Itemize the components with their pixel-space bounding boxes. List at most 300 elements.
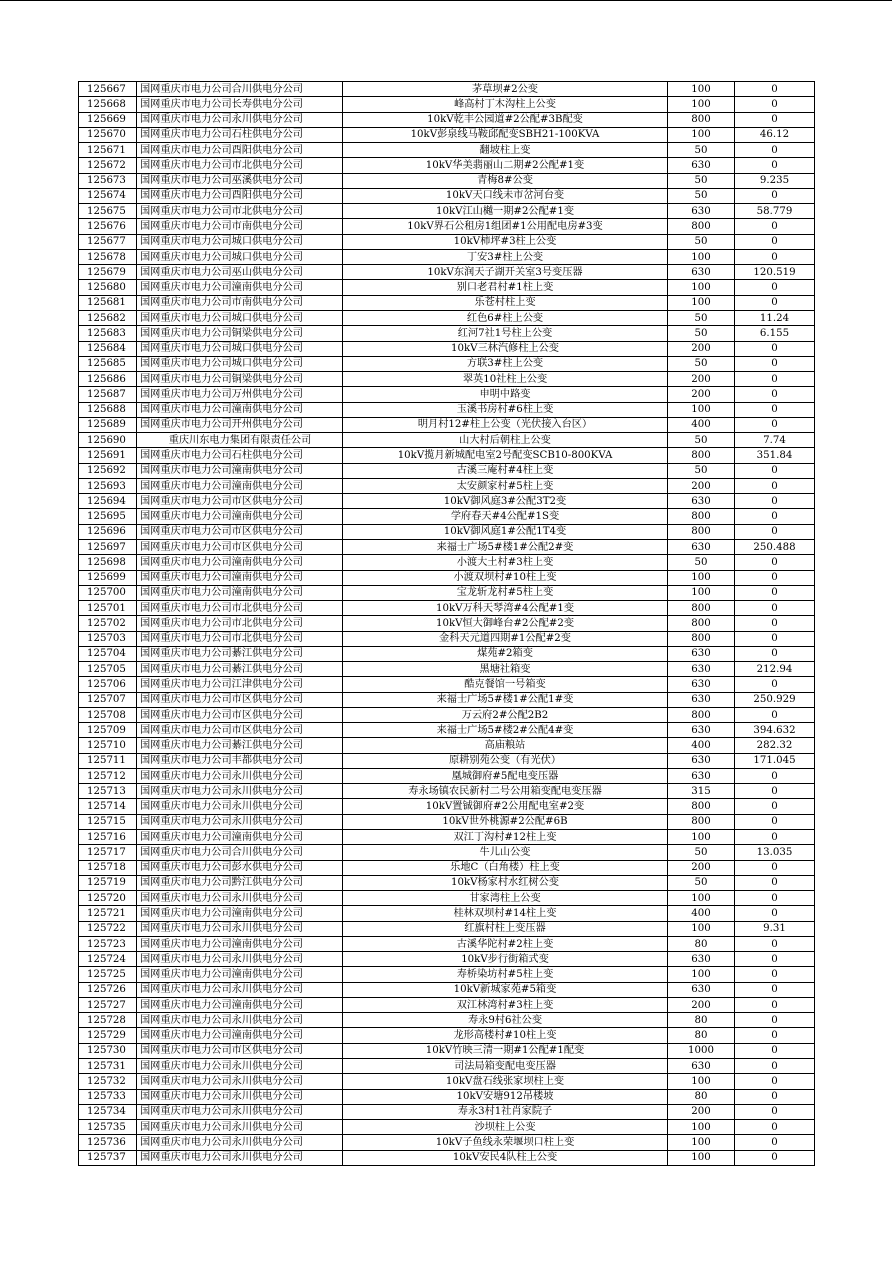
table-row <box>79 845 815 860</box>
capacity-cell: 630 <box>668 265 735 280</box>
value-cell: 0 <box>735 1089 815 1104</box>
company-name-cell: 国网重庆市电力公司潼南供电分公司 <box>137 509 343 524</box>
value-cell: 0 <box>735 219 815 234</box>
company-name-cell: 国网重庆市电力公司市南供电分公司 <box>137 295 343 310</box>
transformer-name-cell: 寿永3村1社肖家院子 <box>343 1104 668 1119</box>
transformer-name-cell: 学府春天#4公配#1S变 <box>343 509 668 524</box>
capacity-cell: 200 <box>668 341 735 356</box>
capacity-cell: 100 <box>668 1150 735 1165</box>
value-cell: 13.035 <box>735 845 815 860</box>
row-id-cell: 125723 <box>79 936 137 951</box>
transformer-name-cell: 金科天元道四期#1公配#2变 <box>343 631 668 646</box>
table-row <box>79 677 815 692</box>
capacity-cell: 50 <box>668 310 735 325</box>
company-name-cell: 国网重庆市电力公司潼南供电分公司 <box>137 997 343 1012</box>
transformer-name-cell: 玉溪书房村#6柱上变 <box>343 402 668 417</box>
table-row <box>79 326 815 341</box>
value-cell: 0 <box>735 875 815 890</box>
row-id-cell: 125691 <box>79 448 137 463</box>
transformer-name-cell: 乐苍村柱上变 <box>343 295 668 310</box>
transformer-name-cell: 桂林双坝村#14柱上变 <box>343 906 668 921</box>
table-row <box>79 524 815 539</box>
capacity-cell: 100 <box>668 402 735 417</box>
value-cell: 0 <box>735 860 815 875</box>
value-cell: 120.519 <box>735 265 815 280</box>
transformer-name-cell: 寿永场镇农民新村二号公用箱变配电变压器 <box>343 784 668 799</box>
table-row <box>79 860 815 875</box>
table-row <box>79 982 815 997</box>
company-name-cell: 国网重庆市电力公司市区供电分公司 <box>137 707 343 722</box>
capacity-cell: 100 <box>668 891 735 906</box>
company-name-cell: 国网重庆市电力公司开州供电分公司 <box>137 417 343 432</box>
table-row <box>79 952 815 967</box>
table-row <box>79 97 815 112</box>
company-name-cell: 国网重庆市电力公司市区供电分公司 <box>137 723 343 738</box>
transformer-name-cell: 凰城御府#5配电变压器 <box>343 768 668 783</box>
table-row <box>79 1059 815 1074</box>
table-row <box>79 249 815 264</box>
company-name-cell: 国网重庆市电力公司潼南供电分公司 <box>137 478 343 493</box>
company-name-cell: 国网重庆市电力公司合川供电分公司 <box>137 845 343 860</box>
capacity-cell: 630 <box>668 692 735 707</box>
capacity-cell: 800 <box>668 799 735 814</box>
transformer-name-cell: 10kV安民4队柱上公变 <box>343 1150 668 1165</box>
capacity-cell: 100 <box>668 82 735 97</box>
capacity-cell: 50 <box>668 356 735 371</box>
transformer-name-cell: 10kV御风庭3#公配3T2变 <box>343 494 668 509</box>
row-id-cell: 125716 <box>79 830 137 845</box>
transformer-name-cell: 10kV江山樾一期#2公配#1变 <box>343 204 668 219</box>
value-cell: 9.31 <box>735 921 815 936</box>
value-cell: 0 <box>735 891 815 906</box>
transformer-name-cell: 10kV置铖御府#2公用配电室#2变 <box>343 799 668 814</box>
company-name-cell: 国网重庆市电力公司石柱供电分公司 <box>137 127 343 142</box>
company-name-cell: 国网重庆市电力公司城口供电分公司 <box>137 310 343 325</box>
table-row <box>79 112 815 127</box>
table-row <box>79 891 815 906</box>
table-row <box>79 738 815 753</box>
transformer-name-cell: 丁安3#柱上公变 <box>343 249 668 264</box>
row-id-cell: 125672 <box>79 158 137 173</box>
capacity-cell: 630 <box>668 677 735 692</box>
value-cell: 0 <box>735 570 815 585</box>
value-cell: 0 <box>735 784 815 799</box>
row-id-cell: 125737 <box>79 1150 137 1165</box>
capacity-cell: 50 <box>668 188 735 203</box>
transformer-name-cell: 小渡双坝村#10柱上变 <box>343 570 668 585</box>
value-cell: 0 <box>735 158 815 173</box>
table-row <box>79 1013 815 1028</box>
table-row <box>79 646 815 661</box>
company-name-cell: 国网重庆市电力公司城口供电分公司 <box>137 249 343 264</box>
table-row <box>79 539 815 554</box>
row-id-cell: 125721 <box>79 906 137 921</box>
transformer-name-cell: 双江丁沟村#12柱上变 <box>343 830 668 845</box>
value-cell: 0 <box>735 1135 815 1150</box>
table-row <box>79 1043 815 1058</box>
row-id-cell: 125703 <box>79 631 137 646</box>
capacity-cell: 50 <box>668 234 735 249</box>
table-row <box>79 1104 815 1119</box>
company-name-cell: 国网重庆市电力公司城口供电分公司 <box>137 356 343 371</box>
value-cell: 0 <box>735 82 815 97</box>
company-name-cell: 重庆川东电力集团有限责任公司 <box>137 433 343 448</box>
table-row <box>79 799 815 814</box>
capacity-cell: 800 <box>668 601 735 616</box>
transformer-name-cell: 10kV乾丰公园道#2公配#3B配变 <box>343 112 668 127</box>
company-name-cell: 国网重庆市电力公司潼南供电分公司 <box>137 280 343 295</box>
table-row <box>79 188 815 203</box>
value-cell: 9.235 <box>735 173 815 188</box>
transformer-name-cell: 甘家湾柱上公变 <box>343 891 668 906</box>
row-id-cell: 125725 <box>79 967 137 982</box>
capacity-cell: 630 <box>668 1059 735 1074</box>
row-id-cell: 125682 <box>79 310 137 325</box>
value-cell: 0 <box>735 1043 815 1058</box>
value-cell: 0 <box>735 417 815 432</box>
table-row <box>79 585 815 600</box>
transformer-name-cell: 沙坝柱上公变 <box>343 1120 668 1135</box>
value-cell: 0 <box>735 677 815 692</box>
row-id-cell: 125726 <box>79 982 137 997</box>
table-body <box>79 82 815 1166</box>
value-cell: 0 <box>735 524 815 539</box>
transformer-name-cell: 10kV盘石线张家坝柱上变 <box>343 1074 668 1089</box>
company-name-cell: 国网重庆市电力公司永川供电分公司 <box>137 982 343 997</box>
company-name-cell: 国网重庆市电力公司铜梁供电分公司 <box>137 326 343 341</box>
row-id-cell: 125696 <box>79 524 137 539</box>
capacity-cell: 200 <box>668 478 735 493</box>
value-cell: 282.32 <box>735 738 815 753</box>
row-id-cell: 125718 <box>79 860 137 875</box>
value-cell: 0 <box>735 585 815 600</box>
company-name-cell: 国网重庆市电力公司市北供电分公司 <box>137 601 343 616</box>
row-id-cell: 125731 <box>79 1059 137 1074</box>
company-name-cell: 国网重庆市电力公司巫山供电分公司 <box>137 265 343 280</box>
company-name-cell: 国网重庆市电力公司市北供电分公司 <box>137 204 343 219</box>
value-cell: 0 <box>735 1059 815 1074</box>
transformer-name-cell: 司法局箱变配电变压器 <box>343 1059 668 1074</box>
table-row <box>79 494 815 509</box>
transformer-name-cell: 牛儿山公变 <box>343 845 668 860</box>
top-border-line <box>0 0 892 1</box>
company-name-cell: 国网重庆市电力公司永川供电分公司 <box>137 891 343 906</box>
table-row <box>79 1089 815 1104</box>
capacity-cell: 630 <box>668 646 735 661</box>
value-cell: 0 <box>735 952 815 967</box>
value-cell: 58.779 <box>735 204 815 219</box>
capacity-cell: 100 <box>668 585 735 600</box>
transformer-name-cell: 来福士广场5#楼1#公配1#变 <box>343 692 668 707</box>
table-row <box>79 906 815 921</box>
table-row <box>79 356 815 371</box>
row-id-cell: 125730 <box>79 1043 137 1058</box>
table-row <box>79 707 815 722</box>
row-id-cell: 125674 <box>79 188 137 203</box>
transformer-name-cell: 10kV界石公租房1组团#1公用配电房#3变 <box>343 219 668 234</box>
row-id-cell: 125729 <box>79 1028 137 1043</box>
transformer-table <box>78 81 815 1166</box>
row-id-cell: 125732 <box>79 1074 137 1089</box>
table-row <box>79 478 815 493</box>
row-id-cell: 125727 <box>79 997 137 1012</box>
capacity-cell: 800 <box>668 631 735 646</box>
capacity-cell: 100 <box>668 921 735 936</box>
capacity-cell: 100 <box>668 1120 735 1135</box>
row-id-cell: 125686 <box>79 372 137 387</box>
transformer-name-cell: 明月村12#柱上公变（光伏接入台区） <box>343 417 668 432</box>
value-cell: 0 <box>735 356 815 371</box>
row-id-cell: 125709 <box>79 723 137 738</box>
row-id-cell: 125701 <box>79 601 137 616</box>
table-row <box>79 463 815 478</box>
transformer-name-cell: 10kV柿坪#3柱上公变 <box>343 234 668 249</box>
capacity-cell: 100 <box>668 97 735 112</box>
row-id-cell: 125734 <box>79 1104 137 1119</box>
value-cell: 0 <box>735 906 815 921</box>
value-cell: 0 <box>735 402 815 417</box>
capacity-cell: 200 <box>668 997 735 1012</box>
company-name-cell: 国网重庆市电力公司永川供电分公司 <box>137 814 343 829</box>
value-cell: 0 <box>735 997 815 1012</box>
table-row <box>79 433 815 448</box>
row-id-cell: 125728 <box>79 1013 137 1028</box>
capacity-cell: 100 <box>668 249 735 264</box>
table-row <box>79 402 815 417</box>
value-cell: 0 <box>735 1074 815 1089</box>
row-id-cell: 125669 <box>79 112 137 127</box>
transformer-name-cell: 方联3#柱上公变 <box>343 356 668 371</box>
value-cell: 0 <box>735 601 815 616</box>
company-name-cell: 国网重庆市电力公司长寿供电分公司 <box>137 97 343 112</box>
capacity-cell: 200 <box>668 372 735 387</box>
row-id-cell: 125705 <box>79 662 137 677</box>
value-cell: 0 <box>735 1013 815 1028</box>
transformer-name-cell: 高庙粮站 <box>343 738 668 753</box>
company-name-cell: 国网重庆市电力公司永川供电分公司 <box>137 1135 343 1150</box>
row-id-cell: 125681 <box>79 295 137 310</box>
company-name-cell: 国网重庆市电力公司巫溪供电分公司 <box>137 173 343 188</box>
company-name-cell: 国网重庆市电力公司市北供电分公司 <box>137 158 343 173</box>
row-id-cell: 125706 <box>79 677 137 692</box>
value-cell: 171.045 <box>735 753 815 768</box>
value-cell: 0 <box>735 631 815 646</box>
value-cell: 46.12 <box>735 127 815 142</box>
table-row <box>79 784 815 799</box>
company-name-cell: 国网重庆市电力公司市北供电分公司 <box>137 616 343 631</box>
row-id-cell: 125694 <box>79 494 137 509</box>
table-row <box>79 417 815 432</box>
table-row <box>79 921 815 936</box>
capacity-cell: 630 <box>668 494 735 509</box>
table-row <box>79 310 815 325</box>
row-id-cell: 125673 <box>79 173 137 188</box>
company-name-cell: 国网重庆市电力公司永川供电分公司 <box>137 1104 343 1119</box>
company-name-cell: 国网重庆市电力公司酉阳供电分公司 <box>137 188 343 203</box>
value-cell: 394.632 <box>735 723 815 738</box>
value-cell: 0 <box>735 936 815 951</box>
transformer-name-cell: 山大村后朝柱上公变 <box>343 433 668 448</box>
transformer-name-cell: 寿永9村6社公变 <box>343 1013 668 1028</box>
transformer-name-cell: 古溪三庵村#4柱上变 <box>343 463 668 478</box>
row-id-cell: 125736 <box>79 1135 137 1150</box>
value-cell: 0 <box>735 768 815 783</box>
row-id-cell: 125733 <box>79 1089 137 1104</box>
capacity-cell: 400 <box>668 738 735 753</box>
transformer-name-cell: 翻坡柱上变 <box>343 143 668 158</box>
company-name-cell: 国网重庆市电力公司市区供电分公司 <box>137 692 343 707</box>
row-id-cell: 125684 <box>79 341 137 356</box>
table-row <box>79 662 815 677</box>
capacity-cell: 50 <box>668 433 735 448</box>
transformer-name-cell: 10kV恒大御峰台#2公配#2变 <box>343 616 668 631</box>
table-row <box>79 143 815 158</box>
capacity-cell: 50 <box>668 143 735 158</box>
row-id-cell: 125675 <box>79 204 137 219</box>
table-row <box>79 601 815 616</box>
company-name-cell: 国网重庆市电力公司潼南供电分公司 <box>137 967 343 982</box>
table-row <box>79 448 815 463</box>
company-name-cell: 国网重庆市电力公司永川供电分公司 <box>137 952 343 967</box>
value-cell: 0 <box>735 982 815 997</box>
table-row <box>79 127 815 142</box>
row-id-cell: 125702 <box>79 616 137 631</box>
value-cell: 0 <box>735 1150 815 1165</box>
table-row <box>79 82 815 97</box>
row-id-cell: 125690 <box>79 433 137 448</box>
row-id-cell: 125692 <box>79 463 137 478</box>
company-name-cell: 国网重庆市电力公司酉阳供电分公司 <box>137 143 343 158</box>
table-row <box>79 204 815 219</box>
table-row <box>79 814 815 829</box>
table-row <box>79 967 815 982</box>
company-name-cell: 国网重庆市电力公司潼南供电分公司 <box>137 906 343 921</box>
company-name-cell: 国网重庆市电力公司潼南供电分公司 <box>137 570 343 585</box>
row-id-cell: 125712 <box>79 768 137 783</box>
row-id-cell: 125683 <box>79 326 137 341</box>
value-cell: 0 <box>735 463 815 478</box>
value-cell: 0 <box>735 509 815 524</box>
transformer-name-cell: 峰高村丁木沟柱上公变 <box>343 97 668 112</box>
capacity-cell: 800 <box>668 448 735 463</box>
table-row <box>79 1028 815 1043</box>
company-name-cell: 国网重庆市电力公司市区供电分公司 <box>137 524 343 539</box>
table-row <box>79 1120 815 1135</box>
company-name-cell: 国网重庆市电力公司永川供电分公司 <box>137 1074 343 1089</box>
capacity-cell: 100 <box>668 830 735 845</box>
value-cell: 0 <box>735 372 815 387</box>
value-cell: 0 <box>735 967 815 982</box>
table-row <box>79 1135 815 1150</box>
transformer-name-cell: 寿桥染坊村#5柱上变 <box>343 967 668 982</box>
capacity-cell: 400 <box>668 906 735 921</box>
transformer-name-cell: 红河7社1号柱上公变 <box>343 326 668 341</box>
value-cell: 351.84 <box>735 448 815 463</box>
company-name-cell: 国网重庆市电力公司永川供电分公司 <box>137 1150 343 1165</box>
row-id-cell: 125667 <box>79 82 137 97</box>
row-id-cell: 125671 <box>79 143 137 158</box>
transformer-name-cell: 乐地C（白角楼）柱上变 <box>343 860 668 875</box>
company-name-cell: 国网重庆市电力公司铜梁供电分公司 <box>137 372 343 387</box>
value-cell: 0 <box>735 555 815 570</box>
capacity-cell: 630 <box>668 723 735 738</box>
company-name-cell: 国网重庆市电力公司市南供电分公司 <box>137 219 343 234</box>
company-name-cell: 国网重庆市电力公司市区供电分公司 <box>137 494 343 509</box>
transformer-name-cell: 10kV华美翡丽山二期#2公配#1变 <box>343 158 668 173</box>
row-id-cell: 125711 <box>79 753 137 768</box>
company-name-cell: 国网重庆市电力公司潼南供电分公司 <box>137 402 343 417</box>
capacity-cell: 200 <box>668 387 735 402</box>
company-name-cell: 国网重庆市电力公司市区供电分公司 <box>137 1043 343 1058</box>
company-name-cell: 国网重庆市电力公司市区供电分公司 <box>137 539 343 554</box>
capacity-cell: 630 <box>668 539 735 554</box>
value-cell: 6.155 <box>735 326 815 341</box>
table-row <box>79 280 815 295</box>
transformer-name-cell: 原耕别苑公变（有光伏） <box>343 753 668 768</box>
company-name-cell: 国网重庆市电力公司合川供电分公司 <box>137 82 343 97</box>
capacity-cell: 80 <box>668 1013 735 1028</box>
transformer-name-cell: 酷克餐馆一号箱变 <box>343 677 668 692</box>
transformer-name-cell: 10kV万科天琴湾#4公配#1变 <box>343 601 668 616</box>
company-name-cell: 国网重庆市电力公司万州供电分公司 <box>137 387 343 402</box>
row-id-cell: 125713 <box>79 784 137 799</box>
value-cell: 0 <box>735 188 815 203</box>
value-cell: 0 <box>735 830 815 845</box>
capacity-cell: 800 <box>668 616 735 631</box>
company-name-cell: 国网重庆市电力公司永川供电分公司 <box>137 1120 343 1135</box>
capacity-cell: 800 <box>668 219 735 234</box>
value-cell: 0 <box>735 295 815 310</box>
row-id-cell: 125704 <box>79 646 137 661</box>
transformer-name-cell: 双江林湾村#3柱上变 <box>343 997 668 1012</box>
value-cell: 0 <box>735 341 815 356</box>
transformer-name-cell: 10kV杨家村水红树公变 <box>343 875 668 890</box>
capacity-cell: 400 <box>668 417 735 432</box>
capacity-cell: 50 <box>668 173 735 188</box>
row-id-cell: 125707 <box>79 692 137 707</box>
value-cell: 250.488 <box>735 539 815 554</box>
row-id-cell: 125735 <box>79 1120 137 1135</box>
row-id-cell: 125689 <box>79 417 137 432</box>
transformer-name-cell: 红色6#柱上公变 <box>343 310 668 325</box>
transformer-name-cell: 青梅8#公变 <box>343 173 668 188</box>
table-row <box>79 341 815 356</box>
capacity-cell: 630 <box>668 753 735 768</box>
row-id-cell: 125676 <box>79 219 137 234</box>
table-row <box>79 723 815 738</box>
capacity-cell: 50 <box>668 555 735 570</box>
row-id-cell: 125668 <box>79 97 137 112</box>
transformer-name-cell: 10kV揽月新城配电室2号配变SCB10-800KVA <box>343 448 668 463</box>
value-cell: 212.94 <box>735 662 815 677</box>
company-name-cell: 国网重庆市电力公司永川供电分公司 <box>137 799 343 814</box>
table-row <box>79 1074 815 1089</box>
table-row <box>79 158 815 173</box>
table-row <box>79 768 815 783</box>
company-name-cell: 国网重庆市电力公司永川供电分公司 <box>137 1013 343 1028</box>
transformer-name-cell: 别口老君村#1柱上变 <box>343 280 668 295</box>
transformer-name-cell: 10kV三林汽修柱上公变 <box>343 341 668 356</box>
transformer-name-cell: 申明中路变 <box>343 387 668 402</box>
company-name-cell: 国网重庆市电力公司永川供电分公司 <box>137 1059 343 1074</box>
value-cell: 0 <box>735 799 815 814</box>
row-id-cell: 125719 <box>79 875 137 890</box>
table-row <box>79 509 815 524</box>
capacity-cell: 800 <box>668 509 735 524</box>
company-name-cell: 国网重庆市电力公司永川供电分公司 <box>137 921 343 936</box>
table-row <box>79 219 815 234</box>
transformer-name-cell: 来福士广场5#楼2#公配4#变 <box>343 723 668 738</box>
